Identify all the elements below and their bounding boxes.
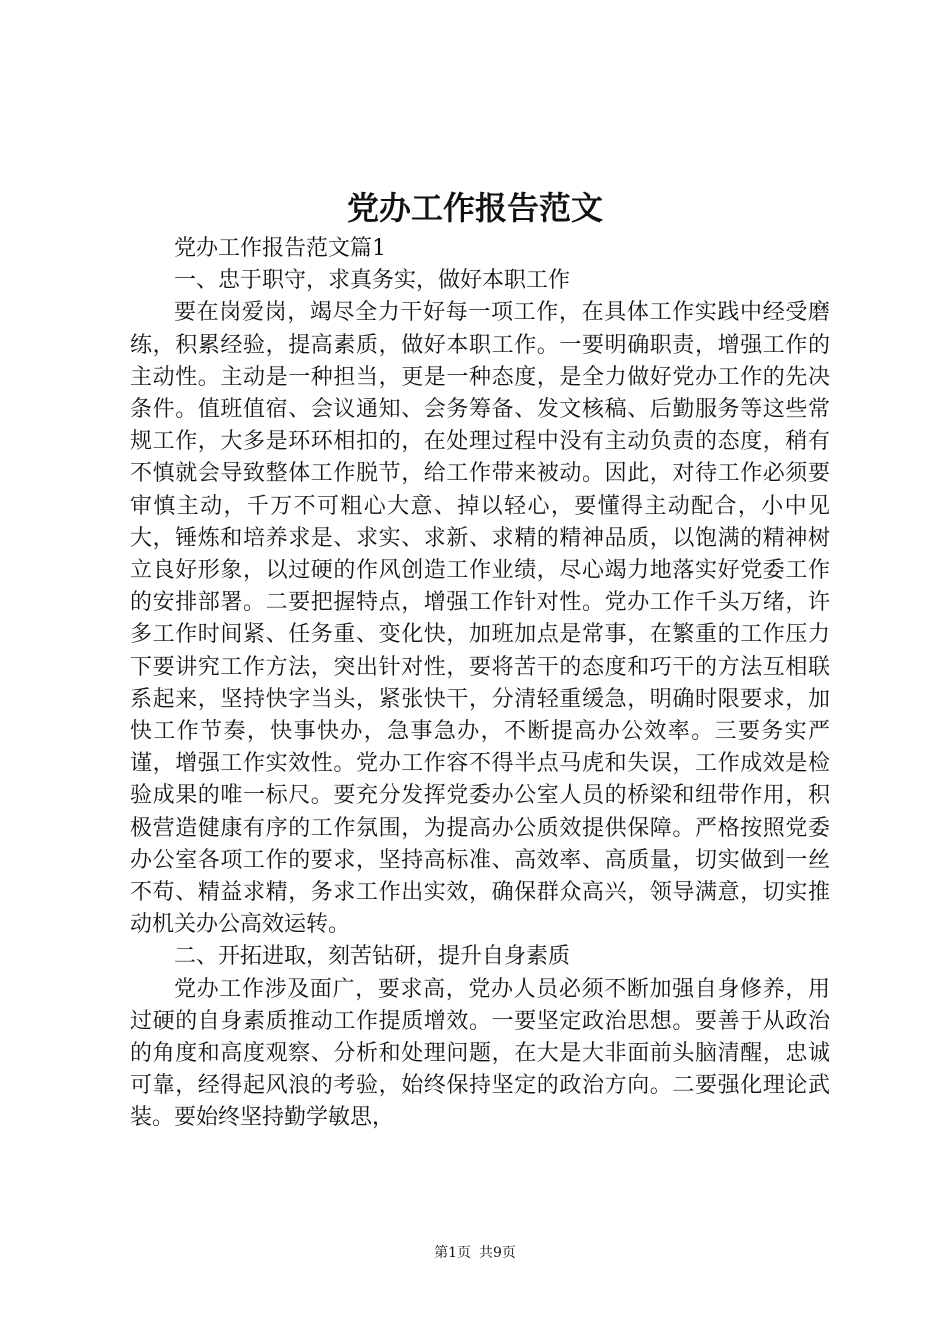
document-title: 党办工作报告范文 [346, 189, 603, 227]
document-body [130, 233, 830, 1135]
section-heading: 二、开拓进取，刻苦钻研，提升自身素质 [174, 944, 571, 970]
page-total: 共9页 [479, 1245, 516, 1261]
section-heading: 党办工作报告范文篇1 [174, 236, 386, 261]
body-paragraph: 党办工作涉及面广，要求高，党办人员必须不断加强自身修养，用过硬的自身素质推动工作提质增效。一要坚定政治思想。要善于从政治的角度和高度观察、分析和处理问题，在大是大非面前头脑清醒，忠诚可靠，经得起风浪的考验，始终保持坚定的政治方向。二要强化理论武装。要始终坚持勤学敏思， [130, 976, 830, 1131]
page-number: 第1页 [434, 1245, 471, 1261]
section-heading: 一、忠于职守，求真务实，做好本职工作 [174, 268, 571, 294]
page-footer [0, 1243, 950, 1263]
body-paragraph: 要在岗爱岗，竭尽全力干好每一项工作，在具体工作实践中经受磨练，积累经验，提高素质，做好本职工作。一要明确职责，增强工作的主动性。主动是一种担当，更是一种态度，是全力做好党办工作的先决条件。值班值宿、会议通知、会务筹备、发文核稿、后勤服务等这些常规工作，大多是环环相扣的，在处理过程中没有主动负责的态度，稍有不慎就会导致整体工作脱节，给工作带来被动。因此，对待工作必须要审慎主动，千万不可粗心大意、掉以轻心，要懂得主动配合，小中见大，锤炼和培养求是、求实、求新、求精的精神品质，以饱满的精神树立良好形象，以过硬的作风创造工作业绩，尽心竭力地落实好党委工作的安排部署。二要把握特点，增强工作针对性。党办工作千头万绪，许多工作时间紧、任务重、变化快，加班加点是常事，在繁重的工作压力下要讲究工作方法，突出针对性，要将苦干的态度和巧干的方法互相联系起来，坚持快字当头，紧张快干，分清轻重缓急，明确时限要求，加快工作节奏，快事快办，急事急办，不断提高办公效率。三要务实严谨，增强工作实效性。党办工作容不得半点马虎和失误，工作成效是检验成果的唯一标尺。要充分发挥党委办公室人员的桥梁和纽带作用，积极营造健康有序的工作氛围，为提高办公质效提供保障。严格按照党委办公室各项工作的要求，坚持高标准、高效率、高质量，切实做到一丝不苟、精益求精，务求工作出实效，确保群众高兴，领导满意，切实推动机关办公高效运转。 [130, 300, 830, 938]
